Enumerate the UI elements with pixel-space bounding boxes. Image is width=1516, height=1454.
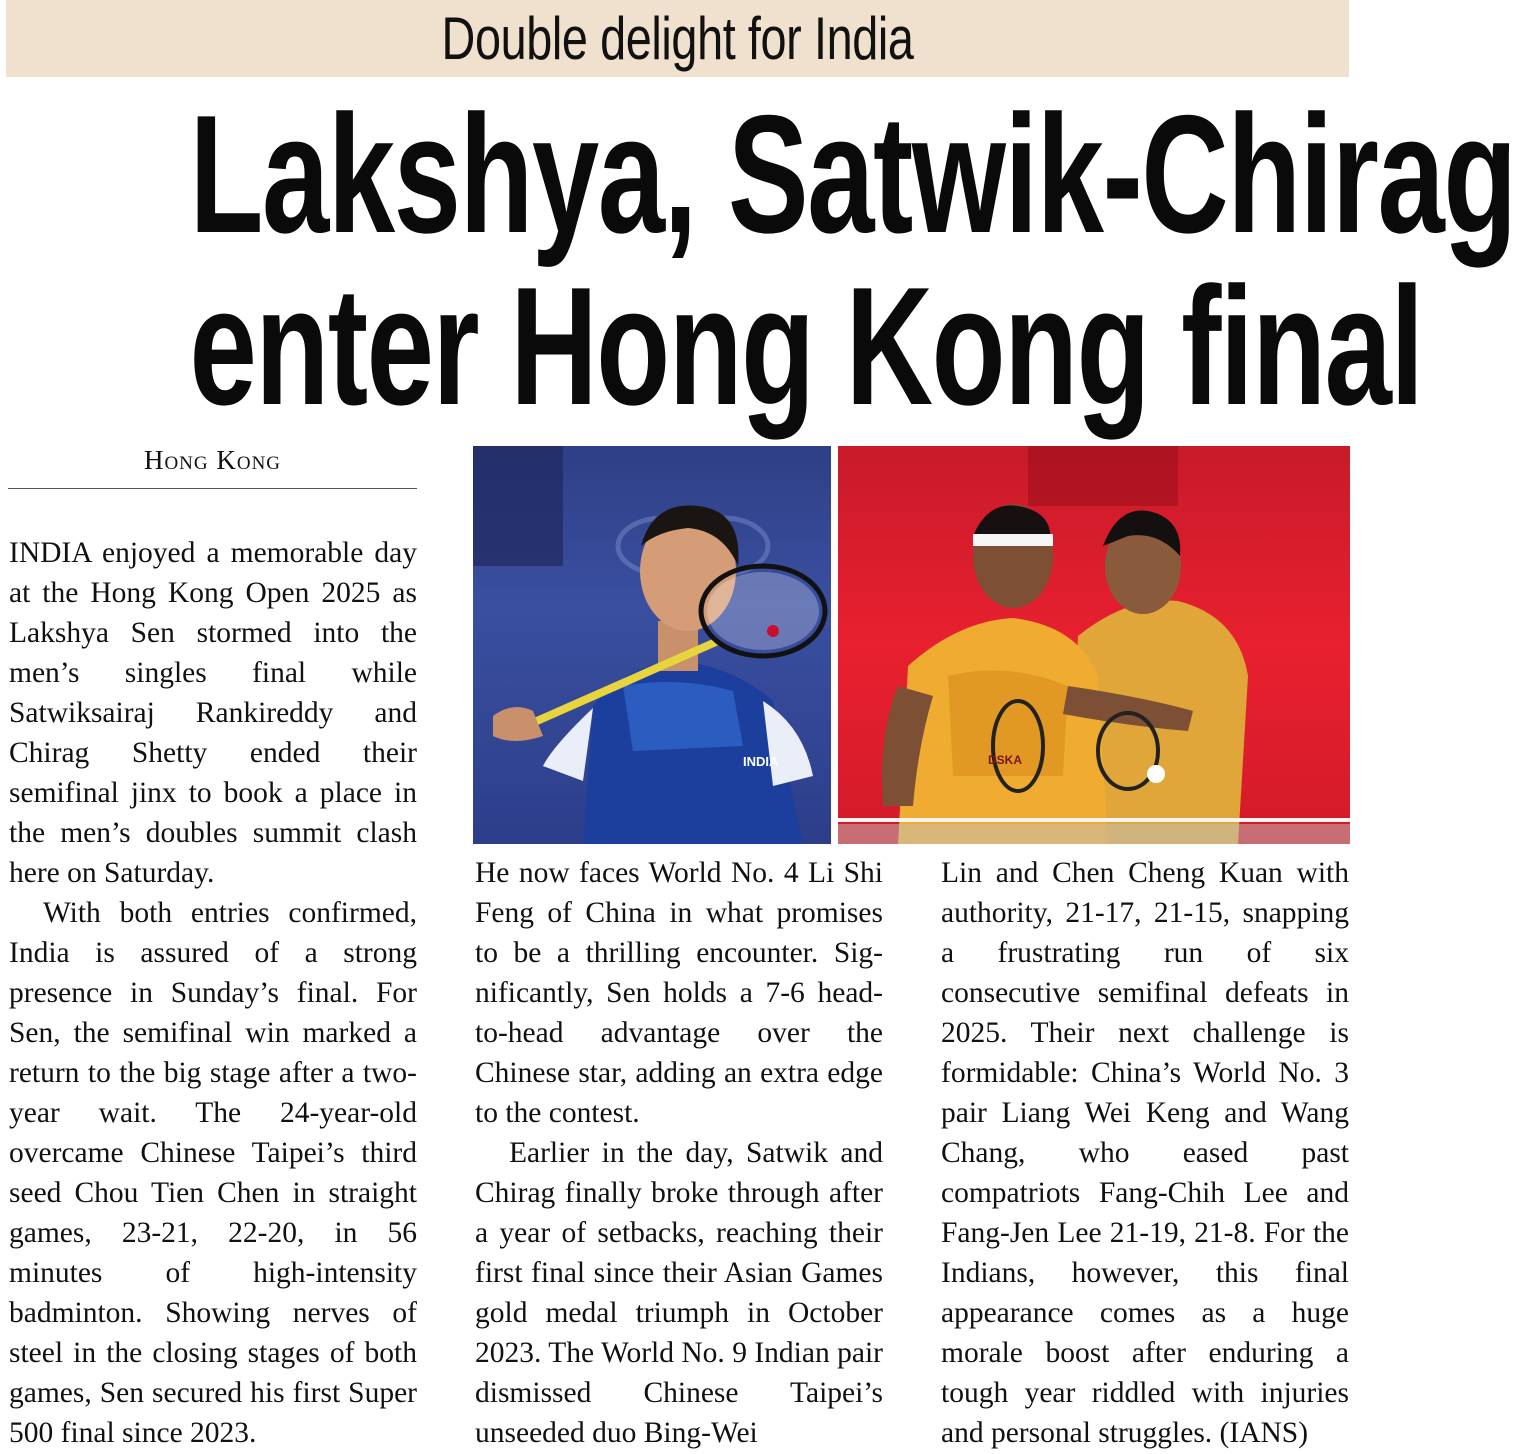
photo-satwik-chirag-illustration [838, 446, 1350, 844]
headline-line-1: Lakshya, Satwik-Chirag [189, 80, 1516, 268]
photo-satwik-chirag [838, 446, 1350, 844]
jersey-text: DSKA [988, 753, 1023, 767]
article-paragraph: Lin and Chen Cheng Kuan with authority, 21-17, 21-15, snapping a frustrating run of six consecutive semifinal defeats in 2025. Their next challenge is formidable: China’s World No. 3 pair Liang Wei Keng and Wang Chang, who eased past compatriots Fang-Chih Lee and Fang-Jen Lee 21-19, 21-8. For the Indians, however, this final appearance comes as a huge morale boost after enduring a tough year riddled with injuries and personal struggles. (IANS) [941, 857, 1349, 1449]
headline-line-2: enter Hong Kong final [189, 252, 1423, 440]
article-column-3 [941, 853, 1349, 1453]
kicker-bar [6, 0, 1349, 77]
dateline: Hong Kong [8, 440, 417, 489]
article-paragraph: INDIA enjoyed a memorable day at the Hong Kong Open 2025 as Lakshya Sen stormed into the men’s singles final while Satwiksairaj Rankireddy and Chirag Shetty ended their semifinal jinx to book a place in the men’s doubles summit clash here on Saturday. [9, 537, 417, 889]
article-column-1 [9, 533, 417, 1453]
article-paragraph: With both entries confirmed, India is assured of a strong presence in Sunday’s final. For Sen, the semifinal win marked a return to the big stage after a two-year wait. The 24-year-old overcame Chinese Taipei’s third seed Chou Tien Chen in straight games, 23-21, 22-20, in 56 minutes of high-intensity badminton. Showing nerves of steel in the closing stages of both games, Sen secured his first Super 500 final since 2023. [9, 897, 417, 1449]
headline [0, 80, 1516, 440]
photo-lakshya-sen [473, 446, 831, 844]
photo-lakshya-sen-illustration [473, 446, 831, 844]
jersey-text: INDIA [743, 754, 779, 769]
kicker: Double delight for India [441, 5, 914, 72]
article-paragraph: Earlier in the day, Satwik and Chirag finally broke through after a year of setbacks, reaching their first final since their Asian Games gold medal triumph in October 2023. The World No. 9 Indian pair dismissed Chinese Taipei’s unseeded duo Bing-Wei [475, 1137, 883, 1449]
article-paragraph: He now faces World No. 4 Li Shi Feng of China in what promises to be a thrilling encounter. Significantly, Sen holds a 7-6 head-to-head advantage over the Chinese star, adding an extra edge to the contest. [475, 857, 883, 1129]
article-column-2 [475, 853, 883, 1453]
